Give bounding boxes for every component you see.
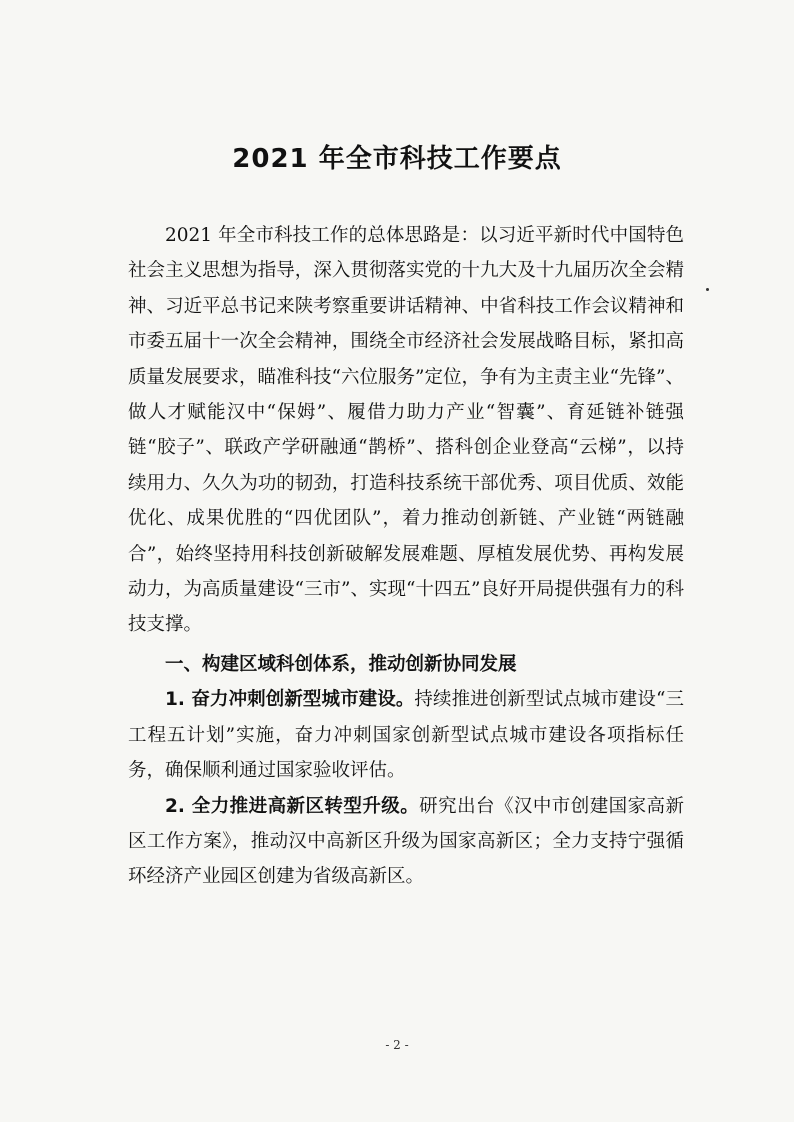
- item-1-text: 持续推进创新型试点城市建设“三工程五计划”实施，奋力冲刺国家创新型试点城市建设各项指标任务，确保顺利通过国家验收评估。: [128, 689, 684, 782]
- document-title: 2021 年全市科技工作要点: [232, 144, 562, 174]
- item-1-lead: 1. 奋力冲刺创新型城市建设。: [165, 689, 415, 711]
- page-number: - 2 -: [385, 1038, 409, 1052]
- document-body: [128, 218, 684, 895]
- margin-dot: [706, 288, 709, 291]
- intro-paragraph: 2021 年全市科技工作的总体思路是：以习近平新时代中国特色社会主义思想为指导，深入贯彻落实党的十九大及十九届历次全会精神、习近平总书记来陕考察重要讲话精神、中省科技工作会议精神和市委五届十一次全会精神，围绕全市经济社会发展战略目标，紧扣高质量发展要求，瞄准科技“六位服务”定位，争有为主责主业“先锋”、做人才赋能汉中“保姆”、履借力助力产业“智囊”、育延链补链强链“胶子”、联政产学研融通“鹊桥”、搭科创企业登高“云梯”，以持续用力、久久为功的韧劲，打造科技系统干部优秀、项目优质、效能优化、成果优胜的“四优团队”，着力推动创新链、产业链“两链融合”，始终坚持用科技创新破解发展难题、厚植发展优势、再构发展动力，为高质量建设“三市”、实现“十四五”良好开局提供强有力的科技支撑。: [128, 225, 684, 636]
- item-1-paragraph: [128, 682, 684, 788]
- item-2-lead: 2. 全力推进高新区转型升级。: [165, 795, 420, 817]
- item-2-paragraph: [128, 789, 684, 895]
- section-heading-1: 一、构建区域科创体系，推动创新协同发展: [165, 653, 517, 675]
- item-2-text: 研究出台《汉中市创建国家高新区工作方案》，推动汉中高新区升级为国家高新区；全力支持宁强循环经济产业园区创建为省级高新区。: [128, 795, 684, 888]
